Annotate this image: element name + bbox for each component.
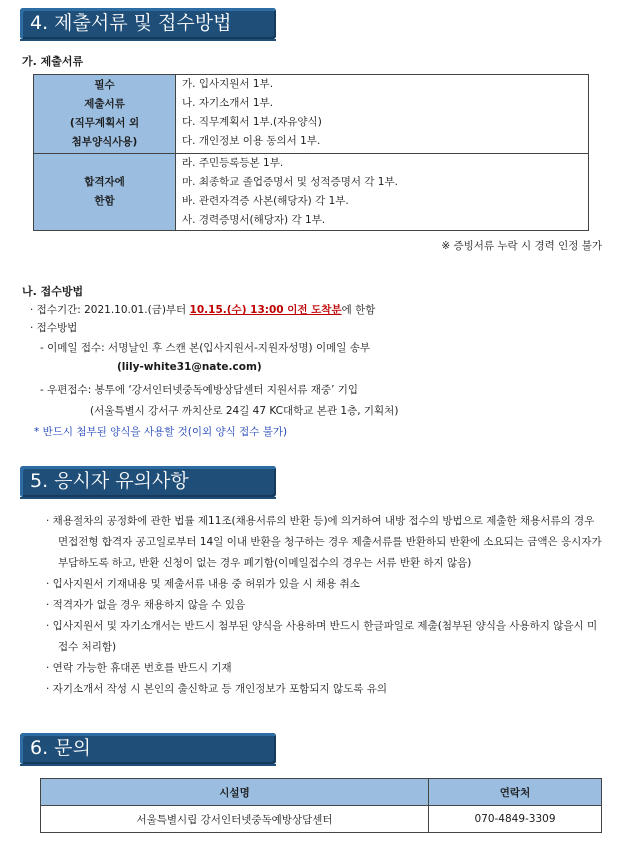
notice-item: · 입사지원서 기재내용 및 제출서류 내용 중 허위가 있을 시 채용 취소 [46,578,360,590]
doc-item: 라. 주민등록등본 1부. [182,157,284,169]
doc-item: 사. 경력증명서(해당자) 각 1부. [182,214,326,226]
doc-item: 다. 직무계획서 1부.(자유양식) [182,116,322,128]
facility-header: 시설명 [41,779,429,806]
deadline-text: 10.15.(수) 13:00 이전 도착분 [189,304,342,316]
required-docs-label: 필수 제출서류 (직무계획서 외 첨부양식사용) [34,75,176,154]
section-4-underline [20,39,276,41]
section-6-title: 6. 문의 [20,733,276,764]
doc-item: 바. 관련자격증 사본(해당자) 각 1부. [182,195,349,207]
notice-item: · 자기소개서 작성 시 본인의 출신학교 등 개인정보가 포함되지 않도록 유의 [46,683,388,695]
contact-table [40,778,602,833]
sub-heading-documents: 가. 제출서류 [22,55,84,68]
notice-list [46,511,602,700]
post-method: - 우편접수: 봉투에 ‘강서인터넷중독예방상담센터 지원서류 재중’ 기입 [40,384,359,396]
method-title: · 접수방법 [30,322,78,334]
phone-number: 070-4849-3309 [429,806,602,833]
email-address: (lily-white31@nate.com) [117,361,262,373]
notice-item: · 채용절차의 공정화에 관한 법률 제11조(채용서류의 반환 등)에 의거하여 내방 접수의 방법으로 제출한 채용서류의 경우 면접전형 합격자 공고일로부터 14일 이내 반환을 청구하는 경우 제출서류를 반환하되 반환에 소요되는 금액은 응시자가 부담하도록 하고, 반환 신청이 없는 경우 폐기함(이메일접수의 경우는 서류 반환 하지 않음) [46,515,602,569]
sub-heading-method: 나. 접수방법 [22,285,84,298]
doc-item: 다. 개인정보 이용 동의서 1부. [182,135,321,147]
section-6-underline [20,764,276,766]
period-line: · 접수기간: 2021.10.01.(금)부터 10.15.(수) 13:00 이전 도착분에 한함 [30,304,376,316]
notice-item: · 입사지원서 및 자기소개서는 반드시 첨부된 양식을 사용하며 반드시 한글파일로 제출(첨부된 양식을 사용하지 않을시 미접수 처리함) [46,620,598,653]
attach-note: * 반드시 첨부된 양식을 사용할 것(이외 양식 접수 불가) [34,426,288,438]
contact-header: 연락처 [429,779,602,806]
post-address: (서울특별시 강서구 까치산로 24길 47 KC대학교 본관 1층, 기획처) [90,405,399,417]
section-5-title: 5. 응시자 유의사항 [20,466,276,497]
doc-item: 마. 최종학교 졸업증명서 및 성적증명서 각 1부. [182,176,398,188]
notice-item: · 적격자가 없을 경우 채용하지 않을 수 있음 [46,599,246,611]
doc-item: 가. 입사지원서 1부. [182,78,274,90]
email-method: - 이메일 접수: 서명날인 후 스캔 본(입사지원서-지원자성명) 이메일 송부 [40,342,371,354]
section-5-underline [20,497,276,499]
doc-item: 나. 자기소개서 1부. [182,97,274,109]
pass-docs-label: 합격자에 한함 [34,154,176,231]
pass-docs-list [176,154,589,231]
section-4-title: 4. 제출서류 및 접수방법 [20,8,276,39]
required-docs-list [176,75,589,154]
documents-table [33,74,589,231]
evidence-note: ※ 증빙서류 누락 시 경력 인정 불가 [441,240,602,252]
notice-item: · 연락 가능한 휴대폰 번호를 반드시 기재 [46,662,232,674]
facility-name: 서울특별시립 강서인터넷중독예방상담센터 [41,806,429,833]
